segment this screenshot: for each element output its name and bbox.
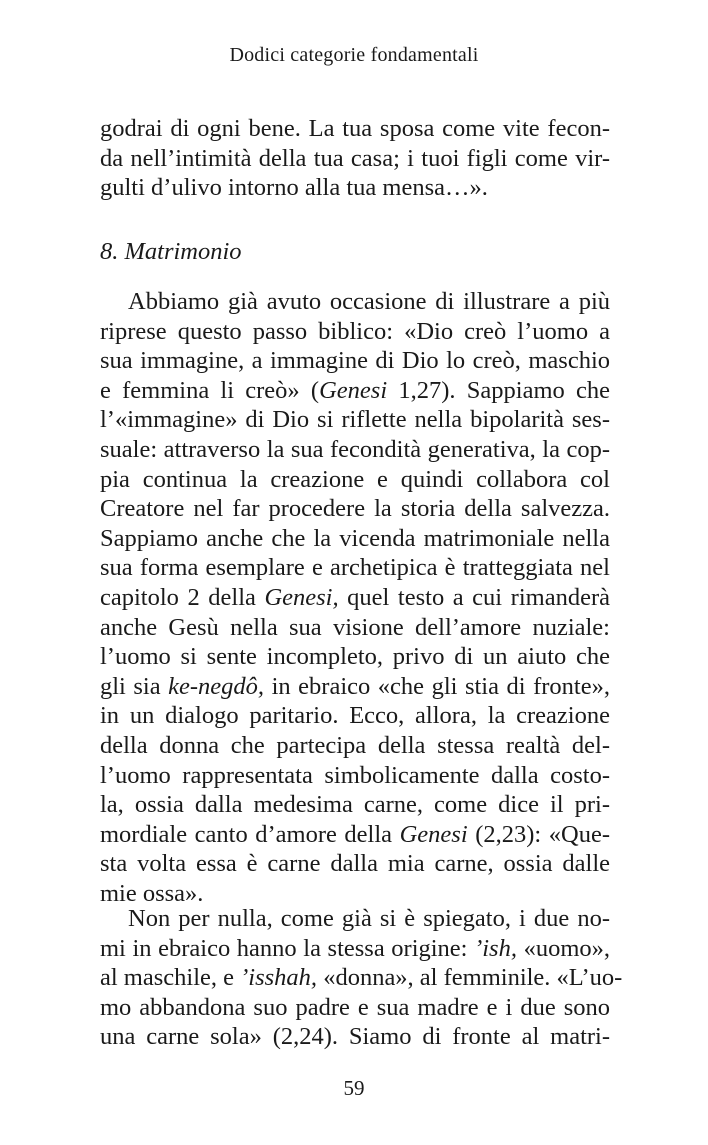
text-line [100, 376, 610, 406]
text-line: l’uomo rappresentata simbolicamente dalla costo- [100, 761, 610, 789]
book-title: Genesi [399, 820, 468, 848]
text-line: mo abbandona suo padre e sua madre e i due sono [100, 993, 610, 1021]
text-line: della donna che partecipa della stessa realtà del- [100, 731, 610, 759]
text-line: gulti d’ulivo intorno alla tua mensa…». [100, 174, 488, 202]
text-run: quel testo a cui rimanderà [338, 583, 610, 611]
hebrew-term: ke-negdô, [168, 672, 265, 700]
text-run: capitolo 2 della [100, 583, 265, 611]
text-line: una carne sola» (2,24). Siamo di fronte al matri- [100, 1023, 610, 1051]
text-run: in ebraico «che gli stia di fronte», [264, 672, 610, 700]
text-line: l’«immagine» di Dio si riflette nella bipolarità ses- [100, 406, 610, 434]
text-line: Creatore nel far procedere la storia della salvezza. [100, 495, 610, 523]
text-line [100, 672, 610, 702]
top-paragraph [100, 114, 610, 203]
text-line: sta volta essa è carne dalla mia carne, ossia dalle [100, 850, 610, 878]
text-line: sua forma esemplare e archetipica è tratteggiata nel [100, 554, 610, 582]
text-line: Abbiamo già avuto occasione di illustrare a più [128, 288, 610, 315]
text-run: e femmina li creò» ( [100, 376, 320, 404]
text-line: Non per nulla, come già si è spiegato, i due no- [128, 905, 610, 932]
text-run: gli sia [100, 672, 169, 700]
text-line: la, ossia dalla medesima carne, come dice il pri- [100, 791, 610, 819]
text-run: «donna», al femminile. «L’uo- [317, 964, 623, 992]
section-heading: 8. Matrimonio [100, 238, 242, 265]
text-line: mie ossa». [100, 879, 204, 907]
text-run: mordiale canto d’amore della [100, 820, 400, 848]
text-line: suale: attraverso la sua fecondità generativa, la cop- [100, 435, 610, 463]
text-line: sua immagine, a immagine di Dio lo creò, maschio [100, 347, 610, 375]
text-run: al maschile, e [100, 964, 241, 992]
text-line: da nell’intimità della tua casa; i tuoi figli come vir- [100, 144, 610, 172]
text-line [100, 963, 623, 993]
text-run: «uomo», [516, 934, 610, 962]
text-run: (2,23): «Que- [467, 820, 610, 848]
book-title: Genesi [319, 376, 388, 404]
paragraph-one [100, 287, 610, 908]
text-run: mi in ebraico hanno la stessa origine: [100, 934, 475, 962]
text-line: godrai di ogni bene. La tua sposa come vite fecon- [100, 115, 610, 142]
text-line: Sappiamo anche che la vicenda matrimoniale nella [100, 524, 610, 552]
running-head: Dodici categorie fondamentali [229, 44, 479, 66]
text-line [100, 820, 610, 850]
hebrew-term: ’isshah, [240, 964, 318, 992]
text-line [100, 934, 610, 964]
paragraph-two [100, 904, 623, 1052]
hebrew-term: ’ish, [474, 934, 517, 962]
text-line: l’uomo si sente incompleto, privo di un aiuto che [100, 643, 610, 671]
text-run: 1,27). Sappiamo che [387, 376, 610, 404]
text-line: anche Gesù nella sua visione dell’amore nuziale: [100, 613, 610, 641]
page-number: 59 [343, 1076, 365, 1100]
text-line: pia continua la creazione e quindi collabora col [100, 465, 610, 493]
text-line [100, 583, 610, 613]
book-title: Genesi, [264, 583, 339, 611]
text-line: riprese questo passo biblico: «Dio creò l’uomo a [100, 317, 610, 345]
text-line: in un dialogo paritario. Ecco, allora, la creazione [100, 702, 610, 730]
